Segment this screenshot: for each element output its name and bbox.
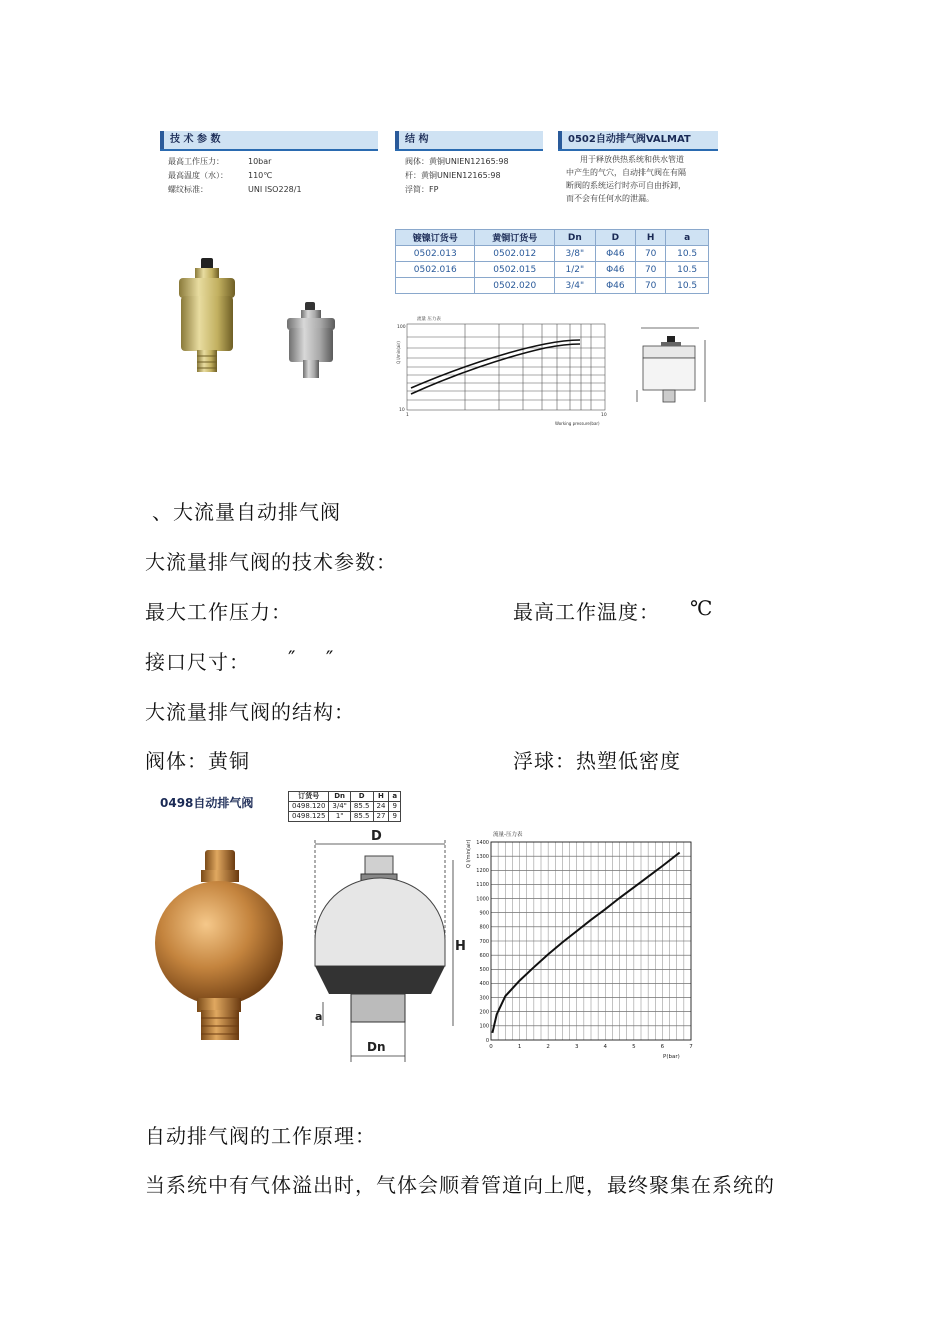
table-cell: 9 xyxy=(389,812,401,822)
y-tick-label: 1300 xyxy=(476,853,489,860)
table-cell: 0502.020 xyxy=(475,278,554,294)
table-cell: 3/8" xyxy=(554,246,595,262)
x-tick-label: 5 xyxy=(632,1044,636,1050)
y-tick-label: 700 xyxy=(479,938,489,945)
param-row xyxy=(168,169,378,183)
table-cell: 10.5 xyxy=(666,262,709,278)
param-label: 最高工作压力： xyxy=(168,157,224,166)
structure-list xyxy=(395,155,543,197)
small-chart-grid xyxy=(407,324,605,410)
param-value: UNI ISO228/1 xyxy=(248,185,302,194)
y-tick-label: 800 xyxy=(479,924,489,931)
param-label: 螺纹标准： xyxy=(168,185,208,194)
table-cell: 10.5 xyxy=(666,278,709,294)
table-cell: 70 xyxy=(636,246,666,262)
structure-value: 黄铜UNIEN12165:98 xyxy=(421,171,501,180)
table-cell: Φ46 xyxy=(595,262,636,278)
table-cell: 1" xyxy=(329,812,351,822)
structure-row xyxy=(405,169,543,183)
dimension-label-D: D xyxy=(371,829,382,844)
y-tick-label: 1100 xyxy=(476,882,489,889)
table-row xyxy=(289,812,401,822)
table-row xyxy=(396,262,709,278)
table-cell: Φ46 xyxy=(595,246,636,262)
max-pressure-label: 最大工作压力： xyxy=(145,600,292,624)
tech-params-list xyxy=(160,155,378,197)
column-header: 镀镍订货号 xyxy=(396,230,475,246)
param-value: 110℃ xyxy=(248,171,273,180)
table-header-row xyxy=(289,792,401,802)
bronze-valve-image xyxy=(149,848,287,1044)
small-flow-chart xyxy=(395,314,610,430)
table-cell: 85.5 xyxy=(350,812,373,822)
tech-params-panel xyxy=(160,131,378,197)
port-size-label: 接口尺寸： xyxy=(145,650,250,674)
x-tick-label: 4 xyxy=(603,1044,608,1050)
table-cell: 3/4" xyxy=(329,802,351,812)
y-tick-label: 300 xyxy=(479,995,489,1002)
table-cell: 3/4" xyxy=(554,278,595,294)
structure-row xyxy=(405,155,543,169)
valmat-title: 0502自动排气阀VALMAT xyxy=(558,131,718,149)
max-temp-label: 最高工作温度： xyxy=(513,600,660,624)
y-tick-label: 900 xyxy=(479,910,489,917)
x-tick-label: 6 xyxy=(660,1044,665,1050)
y-tick-label: 200 xyxy=(479,1009,489,1016)
table-cell: Φ46 xyxy=(595,278,636,294)
spec-table-0498 xyxy=(288,791,401,822)
structure-value: FP xyxy=(429,185,439,194)
divider xyxy=(160,149,378,151)
x-tick-label: 3 xyxy=(574,1044,579,1050)
spec-table-0502 xyxy=(395,229,709,294)
table-cell: 70 xyxy=(636,262,666,278)
table-cell xyxy=(396,278,475,294)
structure-heading: 大流量排气阀的结构： xyxy=(145,700,355,724)
x-tick-label: 7 xyxy=(689,1044,693,1050)
small-chart-curve-lower xyxy=(411,344,580,394)
table-row xyxy=(289,802,401,812)
column-header: D xyxy=(595,230,636,246)
valve-0498-dimension-drawing xyxy=(313,826,466,1064)
structure-label: 阀体： xyxy=(405,157,429,166)
dimension-label-H: H xyxy=(455,939,466,954)
y-tick-label: 600 xyxy=(479,952,489,959)
y-tick-label: 100 xyxy=(479,1023,489,1030)
table-row xyxy=(396,246,709,262)
column-header: D xyxy=(350,792,373,802)
top-figure xyxy=(155,128,720,430)
nickel-valve-image xyxy=(283,300,339,382)
chart-ylabel: Q l/min(air) xyxy=(466,839,472,868)
column-header: Dn xyxy=(554,230,595,246)
table-cell: 24 xyxy=(373,802,389,812)
params-heading: 大流量排气阀的技术参数： xyxy=(145,550,397,574)
y-tick-label: 400 xyxy=(479,981,489,988)
divider xyxy=(558,149,718,151)
table-cell: 0498.120 xyxy=(289,802,329,812)
table-cell: 70 xyxy=(636,278,666,294)
small-chart-curve-upper xyxy=(411,340,580,388)
structure-label: 浮简： xyxy=(405,185,429,194)
table-cell: 27 xyxy=(373,812,389,822)
body-material: 阀体：黄铜 xyxy=(145,749,250,773)
table-header-row xyxy=(396,230,709,246)
dimension-label-Dn: Dn xyxy=(367,1040,386,1054)
divider xyxy=(395,149,543,151)
flow-pressure-chart xyxy=(461,828,701,1064)
column-header: a xyxy=(389,792,401,802)
section-heading: 、大流量自动排气阀 xyxy=(152,500,341,524)
desc-line: 而不会有任何水的泄漏。 xyxy=(566,194,654,203)
column-header: 黄铜订货号 xyxy=(475,230,554,246)
y-tick-label: 1400 xyxy=(476,839,489,846)
table-row xyxy=(396,278,709,294)
column-header: H xyxy=(636,230,666,246)
column-header: 订货号 xyxy=(289,792,329,802)
brass-valve-image xyxy=(173,256,243,381)
valve-0498-figure xyxy=(143,786,703,1064)
small-chart-xtick: 1 xyxy=(406,413,409,418)
small-chart-title: 流量 压力表 xyxy=(417,317,441,322)
x-tick-label: 1 xyxy=(517,1044,522,1050)
max-temp-unit: ℃ xyxy=(690,596,714,620)
column-header: a xyxy=(666,230,709,246)
table-cell: 0502.012 xyxy=(475,246,554,262)
y-tick-label: 0 xyxy=(485,1037,489,1044)
column-header: H xyxy=(373,792,389,802)
y-tick-label: 1000 xyxy=(476,896,489,903)
small-chart-xtick: 10 xyxy=(601,413,607,418)
structure-label: 杆： xyxy=(405,171,421,180)
desc-line: 用于释放供热系统和供水管道 xyxy=(580,155,684,164)
small-chart-ytick: 100 xyxy=(397,325,406,330)
dimension-label-a: a xyxy=(315,1010,323,1023)
param-value: 10bar xyxy=(248,157,272,166)
table-cell: 85.5 xyxy=(350,802,373,812)
tech-params-title: 技 术 参 数 xyxy=(160,131,378,149)
structure-panel xyxy=(395,131,543,197)
param-row xyxy=(168,183,378,197)
structure-title: 结 构 xyxy=(395,131,543,149)
table-cell: 9 xyxy=(389,802,401,812)
principle-heading: 自动排气阀的工作原理： xyxy=(145,1124,376,1148)
param-label: 最高温度（水）： xyxy=(168,171,228,180)
valmat-description xyxy=(558,153,718,205)
small-chart-ytick: 10 xyxy=(399,408,405,413)
table-cell: 0502.015 xyxy=(475,262,554,278)
small-dimension-drawing xyxy=(633,324,709,416)
small-chart-ylabel: Q l/min(air) xyxy=(396,341,401,364)
table-cell: 0502.016 xyxy=(396,262,475,278)
structure-row xyxy=(405,183,543,197)
table-cell: 1/2" xyxy=(554,262,595,278)
y-tick-label: 1200 xyxy=(476,868,489,875)
chart-title: 流量-压力表 xyxy=(493,832,523,838)
principle-text: 当系统中有气体溢出时，气体会顺着管道向上爬，最终聚集在系统的 xyxy=(145,1173,775,1197)
structure-value: 黄铜UNIEN12165:98 xyxy=(429,157,509,166)
desc-line: 断阀的系统运行时亦可自由拆卸， xyxy=(566,181,686,190)
desc-line: 中产生的气穴，自动排气阀在有隔 xyxy=(566,168,686,177)
table-cell: 0498.125 xyxy=(289,812,329,822)
small-chart-xlabel: Working pressure(bar) xyxy=(555,421,600,426)
x-tick-label: 2 xyxy=(546,1044,550,1050)
chart-series-line xyxy=(492,853,679,1033)
chart-xlabel: P(bar) xyxy=(663,1054,680,1060)
x-tick-label: 0 xyxy=(489,1044,493,1050)
table-cell: 10.5 xyxy=(666,246,709,262)
param-row xyxy=(168,155,378,169)
column-header: Dn xyxy=(329,792,351,802)
float-material: 浮球：热塑低密度 xyxy=(513,749,681,773)
valmat-panel xyxy=(558,131,718,205)
y-tick-label: 500 xyxy=(479,967,489,974)
valve-0498-title: 0498自动排气阀 xyxy=(160,796,254,810)
port-size-marks: ″ ″ xyxy=(288,646,335,670)
table-cell: 0502.013 xyxy=(396,246,475,262)
